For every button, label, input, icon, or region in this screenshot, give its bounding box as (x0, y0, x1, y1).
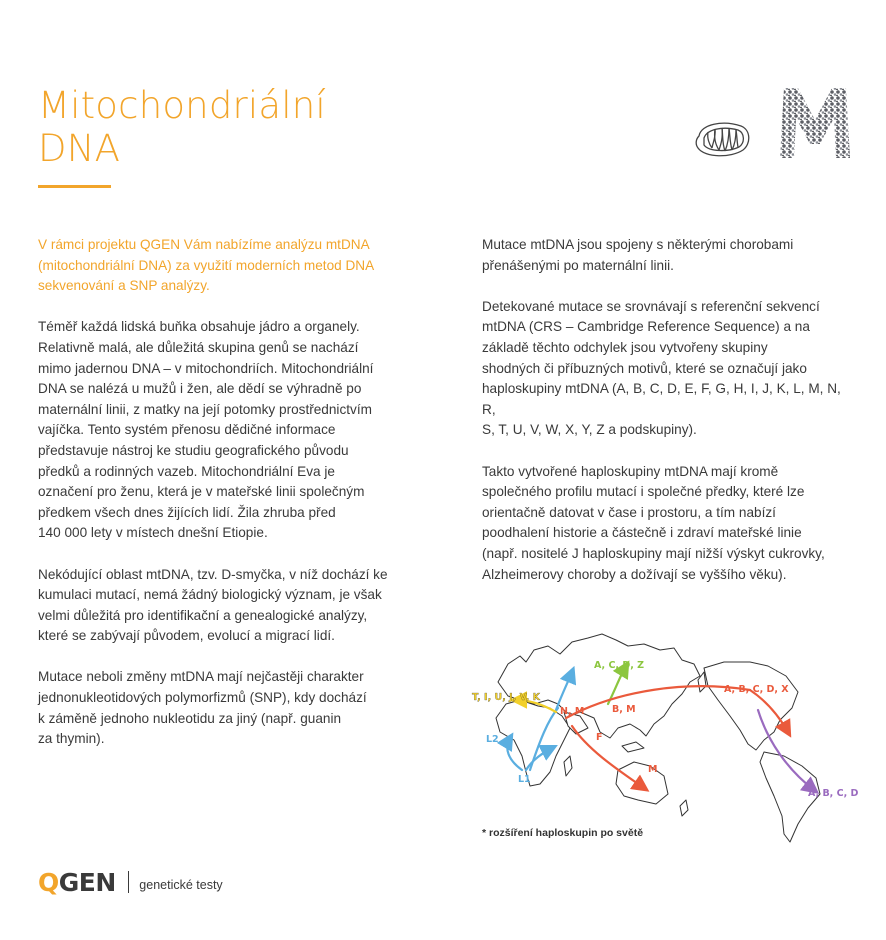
d-loop-paragraph: Nekódující oblast mtDNA, tzv. D-smyčka, v níž dochází ke kumulaci mutací, nemá žádný biologický význam, je však velmi důležitá pro identifikační a genealogické analýzy, které se zabývají původem, evolucí a migrací lidí. (38, 566, 388, 644)
label-tiujvk: T, I, U, J, V, K (472, 692, 540, 703)
map-caption: * rozšíření haploskupin po světě (482, 827, 644, 839)
page-title (38, 84, 326, 170)
title-line-2: DNA (38, 127, 121, 170)
haplogroup-migration-map (468, 620, 860, 850)
footer-divider (128, 871, 130, 893)
australia-outline (616, 762, 668, 804)
label-abcd: A, B, C, D (808, 788, 859, 799)
haplogroup-ancestry-paragraph: Takto vytvořené haploskupiny mtDNA mají kromě společného profilu mutací i společné předky, které lze orientačně datovat v čase i prostoru, a tím nabízí poodhalení historie a částečně i zdraví mateřské linie (např. nositelé J haploskupiny mají nižší výskyt cukrovky, Alzheimerovy choroby a dožívají se vyššího věku). (482, 463, 825, 582)
intro-paragraph: V rámci projektu QGEN Vám nabízíme analýzu mtDNA (mitochondriální DNA) za využití moderních metod DNA sekvenování a SNP analýzy. (38, 237, 375, 294)
brand-rest: GEN (58, 867, 116, 897)
snp-paragraph: Mutace neboli změny mtDNA mají nejčastěji charakter jednonukleotidových polymorfizmů (SNP), kdy dochází k záměně jednoho nukleotidu za jiný (např. guanin za thymin). (38, 669, 367, 747)
title-line-1: Mitochondriální (38, 84, 326, 127)
north-america-outline (704, 662, 798, 750)
new-zealand-outline (680, 800, 688, 816)
label-nm: N, M (560, 706, 585, 717)
madagascar-outline (564, 756, 572, 776)
brand-q: Q (38, 867, 59, 897)
label-bm: B, M (612, 704, 636, 715)
label-acdz: A, C, D, Z (594, 660, 645, 671)
label-l1: L1 (518, 774, 531, 785)
footer-tagline: genetické testy (139, 878, 223, 892)
right-column (482, 235, 852, 606)
haplogroups-paragraph: Detekované mutace se srovnávají s referenční sekvencí mtDNA (CRS – Cambridge Reference Sequence) a na základě těchto odchylek jsou vytvořeny skupiny shodných či příbuzných motivů, které se označují jako haploskupiny mtDNA (A, B, C, D, E, F, G, H, I, J, K, L, M, N, R, S, T, U, V, W, X, Y, Z a podskupiny). (482, 298, 841, 438)
mitochondrion-icon (693, 118, 753, 160)
label-f: F (596, 732, 603, 743)
diseases-paragraph: Mutace mtDNA jsou spojeny s některými chorobami přenášenými po maternální linii. (482, 237, 794, 273)
label-m: M (648, 764, 658, 775)
footer (38, 866, 223, 898)
label-abcdx: A, B, C, D, X (724, 684, 789, 695)
left-column (38, 235, 408, 770)
indonesia-outline (622, 742, 644, 752)
title-underline (38, 185, 111, 188)
qgen-logo (38, 868, 116, 897)
dna-m-logo-icon (776, 84, 854, 162)
label-l2: L2 (486, 734, 499, 745)
mtdna-inheritance-paragraph: Téměř každá lidská buňka obsahuje jádro a organely. Relativně malá, ale důležitá skupina genů se nachází mimo jadernou DNA – v mitochondriích. Mitochondriální DNA se nalézá u mužů i žen, ale dědí se výhradně po maternální linii, z matky na její potomky prostřednictvím vajíčka. Tento systém přenosu dědičné informace představuje nástroj ke studiu geografického původu předků a rodinných vazeb. Mitochondriální Eva je označení pro ženu, která je v mateřské linii společným předkem všech dnes žijících lidí. Žila zhruba před 140 000 lety v místech dnešní Etiopie. (38, 319, 374, 541)
